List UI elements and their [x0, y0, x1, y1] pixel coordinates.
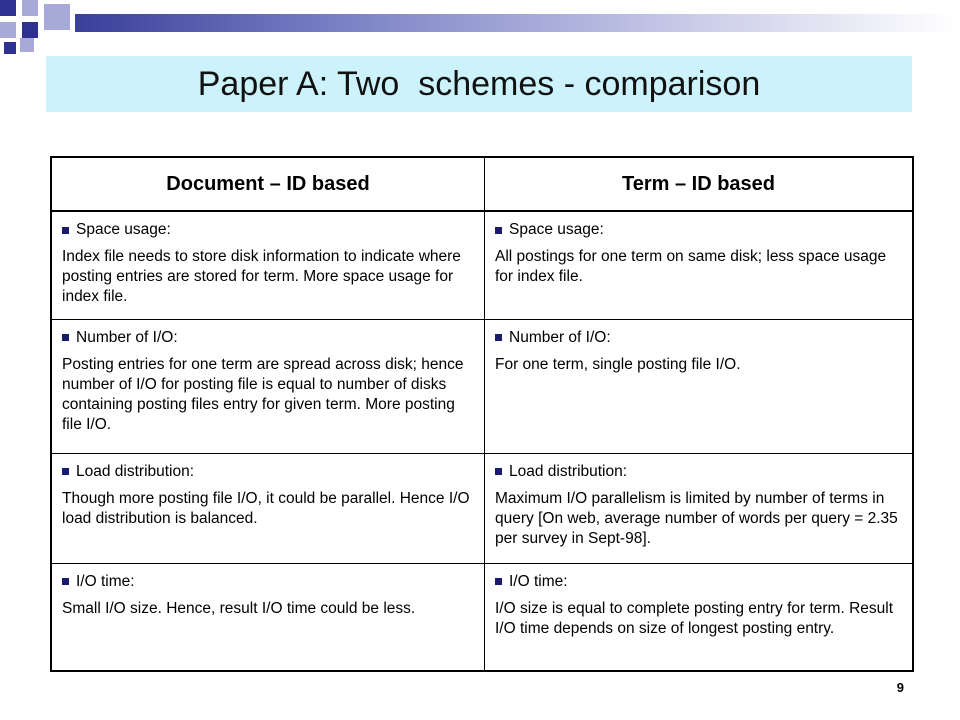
- table-header-row: [51, 157, 913, 211]
- column-header: Document – ID based: [51, 157, 485, 211]
- cell-text: Small I/O size. Hence, result I/O time could be less.: [62, 599, 416, 617]
- deco-square: [20, 38, 34, 52]
- column-header: Term – ID based: [485, 157, 914, 211]
- square-bullet-icon: [62, 578, 69, 585]
- title-band: [46, 56, 912, 112]
- table-cell: [485, 211, 914, 319]
- square-bullet-icon: [62, 227, 69, 234]
- table-cell: [485, 453, 914, 563]
- table-cell: [51, 563, 485, 671]
- cell-heading: Space usage:: [509, 221, 604, 238]
- deco-square: [0, 22, 16, 38]
- deco-square: [22, 0, 38, 16]
- cell-text: Index file needs to store disk information to indicate where posting entries are stored for term. More space usage for index file.: [62, 248, 461, 305]
- header-gradient-bar: [75, 14, 955, 32]
- deco-square: [22, 22, 38, 38]
- square-bullet-icon: [495, 227, 502, 234]
- table-row: [51, 211, 913, 319]
- deco-square: [4, 42, 16, 54]
- cell-heading: I/O time:: [509, 572, 568, 590]
- cell-text: Posting entries for one term are spread across disk; hence number of I/O for posting file is equal to number of disks containing posting files entry for given term. More posting file I/O.: [62, 355, 464, 433]
- table-cell: [485, 319, 914, 453]
- square-bullet-icon: [62, 334, 69, 341]
- table-row: [51, 453, 913, 563]
- cell-text: Though more posting file I/O, it could be parallel. Hence I/O load distribution is balanced.: [62, 489, 470, 527]
- deco-square: [44, 4, 70, 30]
- table-cell: [51, 211, 485, 319]
- cell-heading: Number of I/O:: [509, 328, 611, 346]
- table-cell: [485, 563, 914, 671]
- table-cell: [51, 319, 485, 453]
- comparison-table: [50, 156, 914, 672]
- deco-square: [0, 0, 16, 16]
- square-bullet-icon: [495, 468, 502, 475]
- cell-heading: Number of I/O:: [76, 328, 178, 346]
- cell-text: I/O size is equal to complete posting entry for term. Result I/O time depends on size of longest posting entry.: [495, 599, 894, 637]
- cell-text: All postings for one term on same disk; less space usage for index file.: [495, 248, 887, 285]
- cell-heading: I/O time:: [76, 572, 135, 590]
- cell-text: Maximum I/O parallelism is limited by number of terms in query [On web, average number of words per query = 2.35 per survey in Sept-98].: [495, 489, 898, 547]
- cell-heading: Load distribution:: [76, 462, 195, 480]
- page-number: 9: [896, 680, 904, 695]
- cell-heading: Space usage:: [76, 221, 171, 238]
- square-bullet-icon: [62, 468, 69, 475]
- table-row: [51, 563, 913, 671]
- cell-heading: Load distribution:: [509, 462, 628, 480]
- square-bullet-icon: [495, 578, 502, 585]
- table-cell: [51, 453, 485, 563]
- slide-title: Paper A: Two schemes - comparison: [197, 65, 761, 103]
- table-row: [51, 319, 913, 453]
- cell-text: For one term, single posting file I/O.: [495, 355, 741, 373]
- square-bullet-icon: [495, 334, 502, 341]
